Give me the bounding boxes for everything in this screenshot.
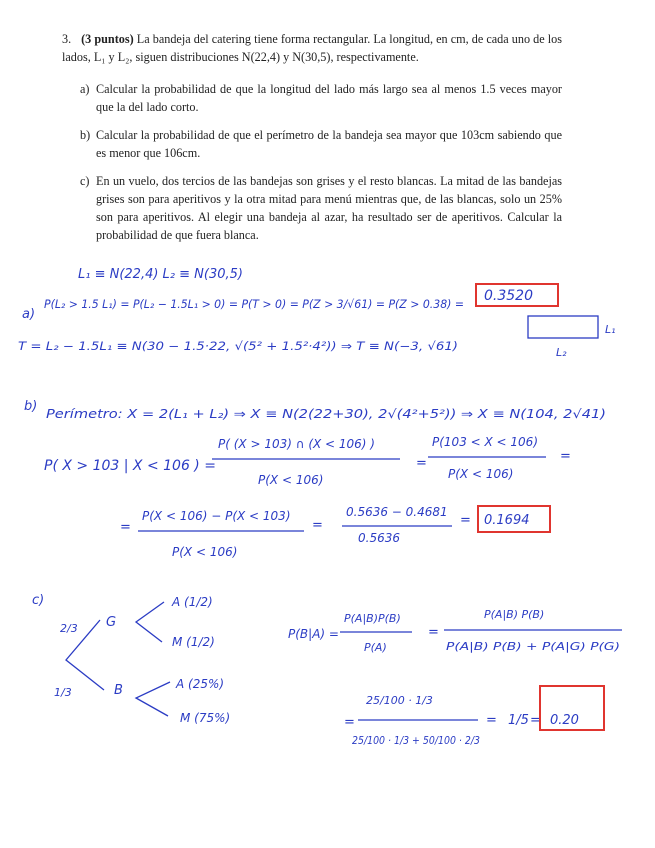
part-a-text: Calcular la probabilidad de que la longitud del lado más largo sea al menos 1.5 veces mayor que la del lado corto.	[96, 82, 562, 114]
hw-c-eq3: =	[486, 713, 497, 728]
hw-tree-g-prob: 2/3	[60, 622, 78, 635]
hw-b-eq5: =	[460, 513, 471, 528]
part-b-label: b)	[80, 128, 91, 142]
hw-tree-g: G	[106, 615, 117, 630]
hw-b-line1: Perímetro: X = 2(L₁ + L₂) ⇒ X ≡ N(2(22+30), 2√(4²+5²)) ⇒ X ≡ N(104, 2√41)	[46, 407, 606, 421]
hw-c-frac: 1/5	[508, 713, 529, 728]
problem-number: 3.	[62, 32, 72, 46]
hw-c-num2: P(A|B) P(B)	[484, 608, 545, 621]
hw-c-eq1: =	[428, 625, 439, 640]
hw-tree-b-prob: 1/3	[54, 686, 72, 699]
problem-statement	[62, 30, 562, 254]
hw-a-result: 0.3520	[484, 288, 533, 304]
hw-tree-b: B	[114, 683, 123, 698]
hw-b-result: 0.1694	[484, 513, 530, 528]
hw-rect-l1: L₁	[605, 323, 616, 336]
hw-c-result: 0.20	[550, 713, 579, 728]
hw-c-den2: P(A|B) P(B) + P(A|G) P(G)	[446, 641, 620, 653]
hw-tree-gm: M (1/2)	[172, 635, 215, 649]
hw-tree-b-branches	[136, 682, 170, 716]
hw-distributions: L₁ ≡ N(22,4) L₂ ≡ N(30,5)	[78, 267, 243, 282]
problem-points: (3 puntos)	[81, 32, 134, 46]
hw-c-den3: 25/100 · 1/3 + 50/100 · 2/3	[352, 735, 480, 747]
hw-c-num3: 25/100 · 1/3	[366, 694, 433, 707]
hw-tree-ba: A (25%)	[176, 677, 225, 691]
hw-a-result-box	[476, 284, 558, 306]
problem-text: La bandeja del catering tiene forma rectangular. La longitud, en cm, de cada uno de los lados, L₁ y L₂, siguen distribuciones N(22,4) y N(30,5), respectivamente.	[62, 32, 562, 64]
hw-b-eq2: =	[560, 449, 571, 464]
hw-tree-root-branches	[66, 620, 104, 690]
hw-c-den1: P(A)	[364, 641, 387, 654]
hw-b-eq4: =	[312, 518, 323, 533]
hw-c-lhs: P(B|A) =	[288, 627, 339, 641]
hw-b-num4: 0.5636 − 0.4681	[346, 505, 448, 519]
hw-b-num3: P(X < 106) − P(X < 103)	[142, 509, 291, 523]
hw-b-den2: P(X < 106)	[448, 467, 514, 481]
hw-b-label: b)	[24, 399, 38, 414]
hw-b-den1: P(X < 106)	[258, 473, 324, 487]
hw-c-eq2: =	[344, 715, 355, 730]
hw-tree-ga: A (1/2)	[172, 595, 213, 609]
hw-rect-l2: L₂	[556, 346, 567, 359]
part-b	[62, 126, 562, 162]
hw-c-result-box	[540, 686, 604, 730]
hw-b-den3: P(X < 106)	[172, 545, 238, 559]
hw-a-line1: P(L₂ > 1.5 L₁) = P(L₂ − 1.5L₁ > 0) = P(T > 0) = P(Z > 3/√61) = P(Z > 0.38) =	[44, 297, 464, 311]
part-c	[62, 172, 562, 244]
part-a-label: a)	[80, 82, 90, 96]
hw-b-num1: P( (X > 103) ∩ (X < 106) )	[218, 437, 375, 451]
part-c-text: En un vuelo, dos tercios de las bandejas son grises y el resto blancas. La mitad de las bandejas grises son para aperitivos y la otra mitad para menú mientras que, de las blancas, solo un 25% son para aperitivos. Al elegir una bandeja al azar, ha resultado ser de aperitivos. Calcular la probabilidad de que fuera blanca.	[96, 174, 562, 242]
hw-b-den4: 0.5636	[358, 531, 400, 545]
hw-rectangle-sketch	[528, 316, 598, 338]
part-b-text: Calcular la probabilidad de que el perímetro de la bandeja sea mayor que 103cm sabiendo que es menor que 106cm.	[96, 128, 562, 160]
part-c-label: c)	[80, 174, 90, 188]
hw-tree-g-branches	[136, 602, 164, 642]
hw-c-num1: P(A|B)P(B)	[344, 612, 401, 625]
hw-b-cond: P( X > 103 | X < 106 ) =	[44, 458, 216, 474]
hw-c-label: c)	[32, 593, 45, 608]
hw-c-eq4: =	[530, 713, 541, 728]
hw-b-num2: P(103 < X < 106)	[432, 435, 538, 449]
hw-b-eq1: =	[416, 456, 427, 471]
hw-b-eq3: =	[120, 520, 131, 535]
hw-tree-bm: M (75%)	[180, 711, 231, 725]
hw-a-line2: T = L₂ − 1.5L₁ ≡ N(30 − 1.5·22, √(5² + 1.5²·4²)) ⇒ T ≡ N(−3, √61)	[18, 339, 458, 353]
problem-header	[62, 30, 562, 66]
hw-a-label: a)	[22, 307, 36, 322]
part-a	[62, 80, 562, 116]
hw-b-result-box	[478, 506, 550, 532]
